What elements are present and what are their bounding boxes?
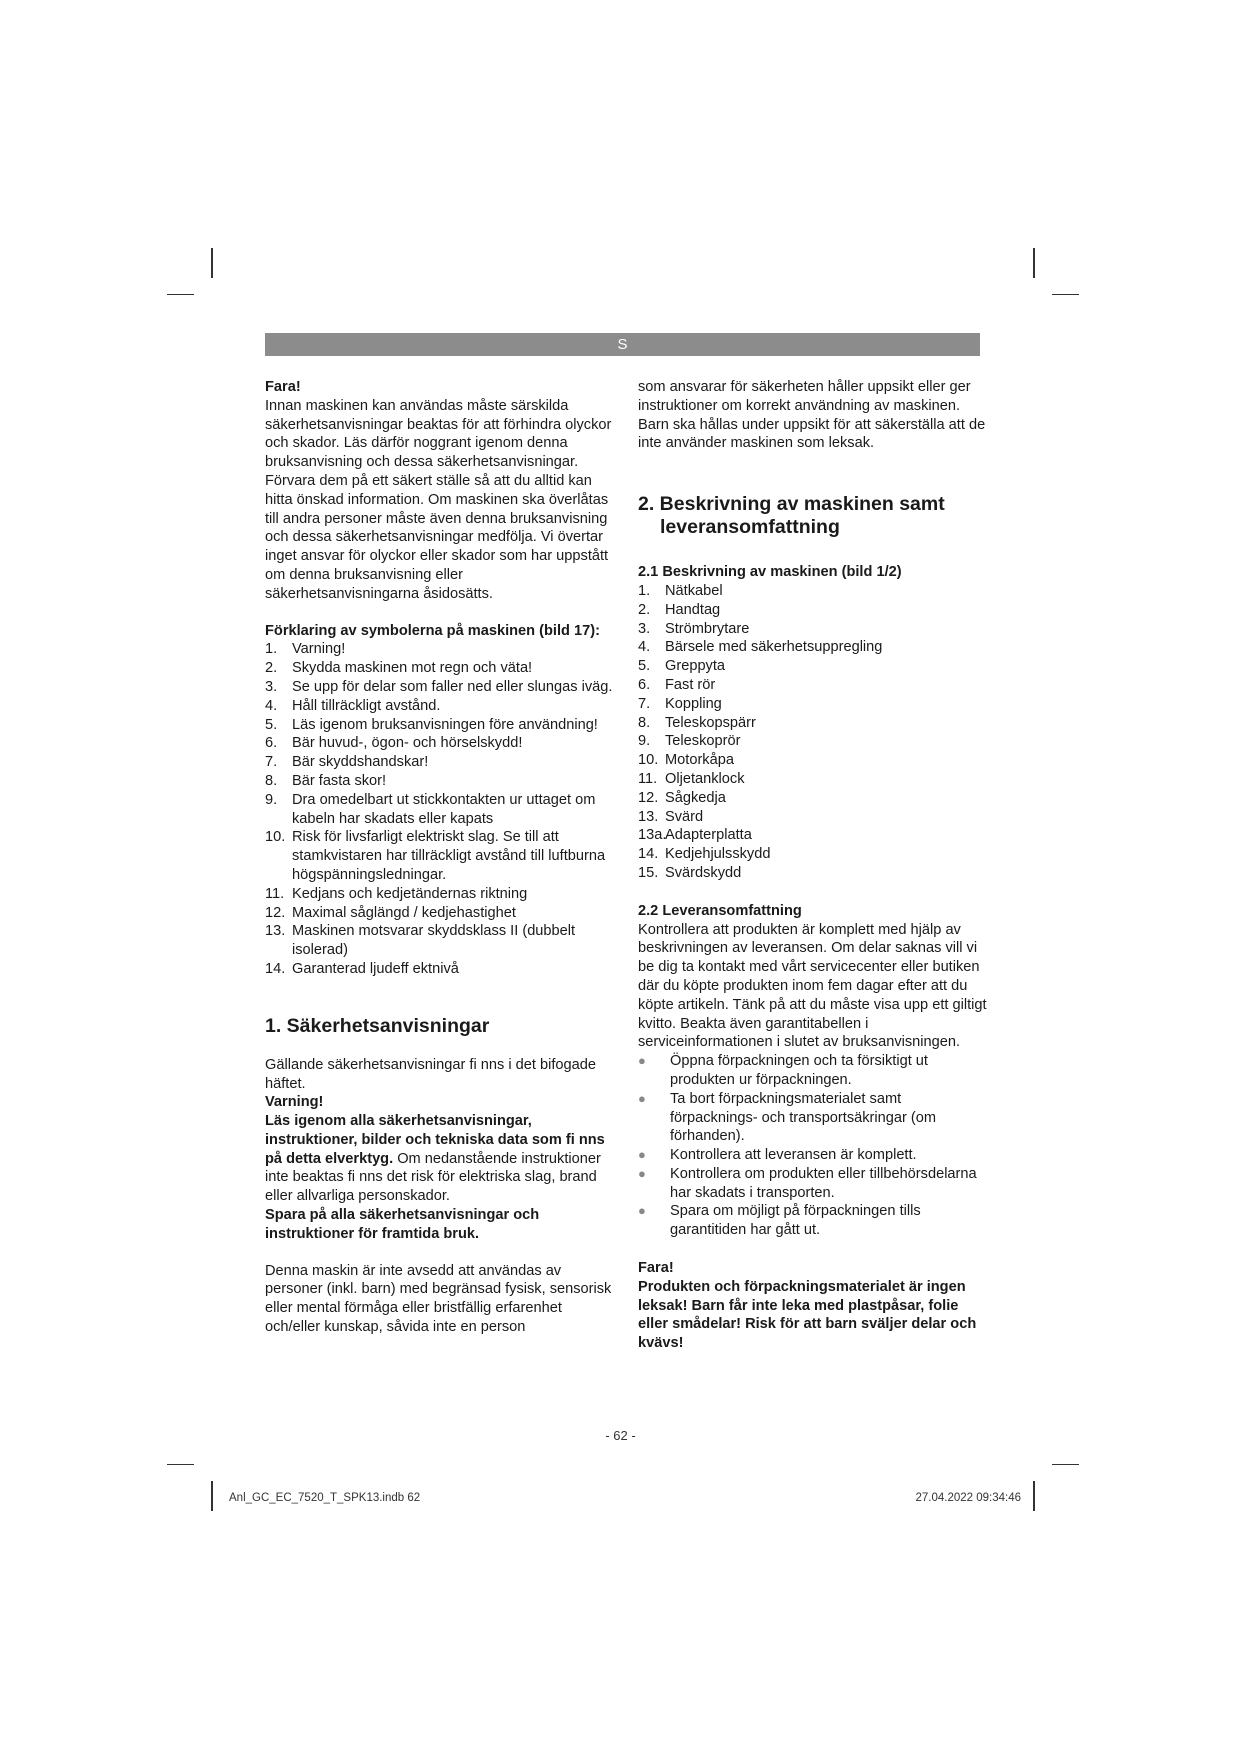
item-text: Motorkåpa <box>665 752 734 769</box>
item-number: 2. <box>265 660 278 677</box>
persons-text: Denna maskin är inte avsedd att användas av personer (inkl. barn) med begränsad fysisk, sensorisk eller mental förmåga eller bristfällig erfarenhet och/eller kunskap, såvida inte en person <box>265 1262 612 1336</box>
item-text: Kedjans och kedjetändernas riktning <box>292 885 528 902</box>
list-item <box>265 716 620 735</box>
list-item <box>265 904 620 923</box>
danger2-title: Fara! <box>638 1260 674 1277</box>
list-item <box>638 808 988 827</box>
crop-mark <box>1033 248 1035 278</box>
list-item <box>638 732 988 751</box>
item-text: Se upp för delar som faller ned eller slungas iväg. <box>292 678 613 695</box>
bullet-item <box>638 1052 988 1090</box>
list-item <box>638 845 988 864</box>
language-header-bar <box>265 333 980 356</box>
item-number: 14. <box>265 960 286 977</box>
item-number: 8. <box>265 772 278 789</box>
symbols-list <box>265 640 620 978</box>
crop-mark <box>211 248 213 278</box>
list-item <box>265 828 620 884</box>
item-number: 4. <box>638 639 651 656</box>
item-number: 11. <box>265 885 285 902</box>
list-item <box>638 789 988 808</box>
list-item <box>265 734 620 753</box>
bullet-icon: ● <box>638 1165 646 1181</box>
list-item <box>638 770 988 789</box>
list-item <box>265 659 620 678</box>
bullet-text: Kontrollera om produkten eller tillbehörsdelarna har skadats i transporten. <box>670 1165 977 1201</box>
item-text: Handtag <box>665 601 721 618</box>
symbols-title: Förklaring av symbolerna på maskinen (bild 17): <box>265 622 600 639</box>
list-item <box>638 714 988 733</box>
bullet-item <box>638 1090 988 1146</box>
list-item <box>265 772 620 791</box>
right-column <box>638 378 988 1353</box>
language-label: S <box>617 336 628 353</box>
warning-paragraph <box>265 1112 620 1206</box>
list-item <box>265 885 620 904</box>
item-text: Maskinen motsvarar skyddsklass II (dubbelt isolerad) <box>292 923 576 959</box>
item-text: Bär huvud-, ögon- och hörselskydd! <box>292 735 523 752</box>
item-text: Dra omedelbart ut stickkontakten ur uttaget om kabeln har skadats eller kapats <box>292 791 596 827</box>
item-number: 3. <box>265 678 278 695</box>
list-item <box>638 601 988 620</box>
list-item <box>638 751 988 770</box>
list-item <box>638 864 988 883</box>
item-text: Skydda maskinen mot regn och väta! <box>292 660 533 677</box>
item-text: Nätkabel <box>665 582 723 599</box>
list-item <box>638 620 988 639</box>
item-text: Risk för livsfarligt elektriskt slag. Se till att stamkvistaren har tillräckligt avstånd till luftburna högspänningsledningar. <box>292 829 606 883</box>
list-item <box>638 638 988 657</box>
item-number: 5. <box>265 716 278 733</box>
item-text: Kedjehjulsskydd <box>665 846 771 863</box>
bullet-icon: ● <box>638 1053 646 1069</box>
item-text: Bärsele med säkerhetsuppregling <box>665 639 883 656</box>
item-number: 1. <box>265 641 278 658</box>
item-number: 6. <box>638 676 651 693</box>
item-text: Sågkedja <box>665 789 726 806</box>
danger2-text: Produkten och förpackningsmaterialet är ingen leksak! Barn får inte leka med plastpåsar, folie eller smådelar! Risk för att barn sväljer delar och kvävs! <box>638 1278 977 1352</box>
list-item <box>265 678 620 697</box>
warning-text: Om nedanstående instruktioner inte beaktas fi nns det risk för elektriska slag, brand eller allvarliga personskador. <box>265 1150 601 1205</box>
item-text: Varning! <box>292 641 346 658</box>
bullet-item <box>638 1165 988 1203</box>
item-number: 8. <box>638 714 651 731</box>
item-number: 14. <box>638 846 659 863</box>
page-number: - 62 - <box>605 1428 636 1443</box>
crop-mark <box>1052 294 1079 295</box>
item-number: 7. <box>265 754 278 771</box>
bullet-text: Spara om möjligt på förpackningen tills garantitiden har gått ut. <box>670 1203 921 1239</box>
item-text: Adapterplatta <box>665 827 752 844</box>
item-number: 10. <box>265 829 286 846</box>
section2-heading: 2. Beskrivning av maskinen samt leveransomfattning <box>638 493 945 539</box>
list-item <box>638 676 988 695</box>
list-item <box>265 960 620 979</box>
bullet-text: Ta bort förpackningsmaterialet samt förpacknings- och transportsäkringar (om förhanden). <box>670 1090 937 1145</box>
bullet-text: Kontrollera att leveransen är komplett. <box>670 1147 917 1164</box>
item-text: Svärd <box>665 808 704 825</box>
item-text: Koppling <box>665 695 722 712</box>
item-number: 6. <box>265 735 278 752</box>
list-item <box>265 753 620 772</box>
crop-mark <box>167 1464 194 1465</box>
warning-bold: Läs igenom alla säkerhetsanvisningar, instruktioner, bilder och tekniska data som fi nns på detta elverktyg. <box>265 1113 605 1167</box>
sub22-title: 2.2 Leveransomfattning <box>638 902 802 919</box>
list-item <box>265 640 620 659</box>
item-text: Greppyta <box>665 658 726 675</box>
item-number: 1. <box>638 582 651 599</box>
footer-datetime: 27.04.2022 09:34:46 <box>915 1492 1021 1504</box>
item-text: Oljetanklock <box>665 770 745 787</box>
item-number: 7. <box>638 695 651 712</box>
bullet-icon: ● <box>638 1090 646 1106</box>
list-item <box>265 791 620 829</box>
item-number: 12. <box>638 789 659 806</box>
bullet-icon: ● <box>638 1147 646 1163</box>
bullet-item <box>638 1202 988 1240</box>
bullet-list <box>638 1052 988 1240</box>
item-number: 9. <box>638 733 651 750</box>
continued-text: som ansvarar för säkerheten håller uppsikt eller ger instruktioner om korrekt användning av maskinen. Barn ska hållas under uppsikt för att säkerställa att de inte använder maskinen som leksak. <box>638 379 986 452</box>
bullet-icon: ● <box>638 1203 646 1219</box>
warning-title: Varning! <box>265 1094 324 1111</box>
item-text: Teleskoprör <box>665 733 741 750</box>
item-number: 10. <box>638 752 659 769</box>
item-text: Håll tillräckligt avstånd. <box>292 697 441 714</box>
item-number: 13. <box>265 923 286 940</box>
sub21-title: 2.1 Beskrivning av maskinen (bild 1/2) <box>638 564 902 581</box>
item-number: 13a. <box>638 827 667 844</box>
delivery-text: Kontrollera att produkten är komplett med hjälp av beskrivningen av leveransen. Om delar saknas vill vi be dig ta kontakt med vårt servicecenter eller butiken där du köpte produkten inom fem dagar efter att du köpte artikeln. Tänk på att du måste visa upp ett giltigt kvitto. Beakta även garantitabellen i serviceinformationen i slutet av bruksanvisningen. <box>638 921 987 1051</box>
parts-list <box>638 582 988 883</box>
footer-file: Anl_GC_EC_7520_T_SPK13.indb 62 <box>229 1492 421 1504</box>
crop-mark <box>167 294 194 295</box>
safety-intro: Gällande säkerhetsanvisningar fi nns i det bifogade häftet. <box>265 1056 597 1092</box>
item-number: 4. <box>265 697 278 714</box>
bullet-text: Öppna förpackningen och ta försiktigt ut produkten ur förpackningen. <box>670 1053 928 1088</box>
list-item <box>638 826 988 845</box>
item-number: 3. <box>638 620 651 637</box>
list-item <box>638 695 988 714</box>
danger-text: Innan maskinen kan användas måste särskilda säkerhetsanvisningar beaktas för att förhindra olyckor och skador. Läs därför noggrant igenom denna bruksanvisning och dessa säkerhetsanvisningar. Förvara dem på ett säkert ställe så att du alltid kan hitta önskad information. Om maskinen ska överlåtas till andra personer måste även denna bruksanvisning och dessa säkerhetsanvisningar medfölja. Vi övertar inget ansvar för olyckor eller skador som har uppstått om denna bruksanvisning eller säkerhetsanvisningarna åsidosätts. <box>265 397 612 602</box>
item-text: Bär skyddshandskar! <box>292 754 429 771</box>
item-text: Strömbrytare <box>665 620 750 637</box>
danger-title: Fara! <box>265 379 301 395</box>
list-item <box>638 657 988 676</box>
item-number: 13. <box>638 808 659 825</box>
item-text: Fast rör <box>665 676 716 693</box>
item-text: Svärdskydd <box>665 864 742 881</box>
crop-mark <box>1052 1464 1079 1465</box>
item-number: 15. <box>638 864 659 881</box>
list-item <box>638 582 988 601</box>
item-number: 9. <box>265 791 278 808</box>
item-text: Bär fasta skor! <box>292 772 387 789</box>
item-text: Läs igenom bruksanvisningen före användning! <box>292 716 598 733</box>
item-text: Garanterad ljudeff ektnivå <box>292 960 459 977</box>
item-number: 11. <box>638 770 658 787</box>
save-instructions: Spara på alla säkerhetsanvisningar och instruktioner för framtida bruk. <box>265 1207 540 1242</box>
safety-heading: 1. Säkerhetsanvisningar <box>265 1014 490 1037</box>
crop-mark <box>211 1481 213 1511</box>
item-text: Teleskopspärr <box>665 714 756 731</box>
crop-mark <box>1033 1481 1035 1511</box>
item-text: Maximal såglängd / kedjehastighet <box>292 904 516 921</box>
item-number: 5. <box>638 658 651 675</box>
bullet-item <box>638 1146 988 1165</box>
left-column <box>265 378 620 1337</box>
item-number: 2. <box>638 601 651 618</box>
list-item <box>265 697 620 716</box>
list-item <box>265 922 620 960</box>
item-number: 12. <box>265 904 286 921</box>
